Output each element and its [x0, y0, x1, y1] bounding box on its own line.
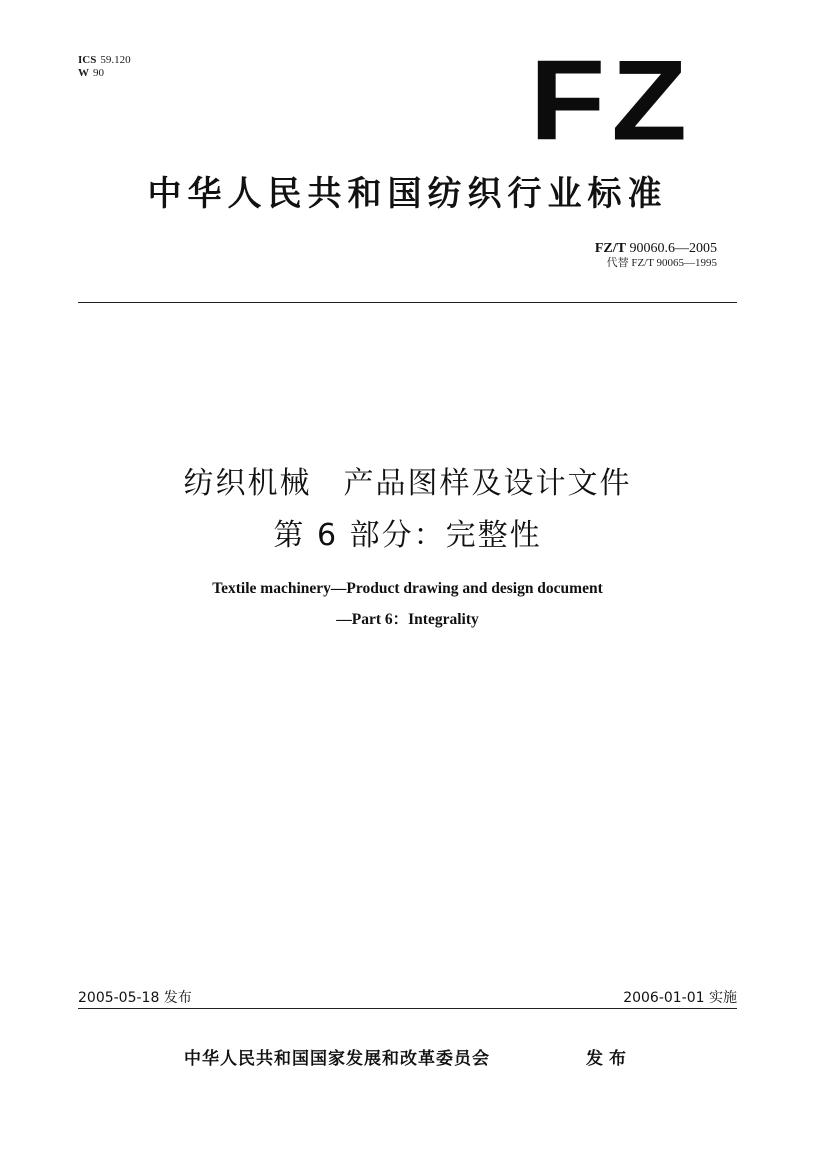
english-title-line-2: —Part 6：Integrality	[336, 611, 479, 628]
chinese-title-line-2: 第 6 部分：完整性	[273, 518, 542, 553]
ics-label: ICS	[78, 54, 97, 66]
standard-code	[595, 240, 717, 257]
ccs-line	[78, 67, 131, 80]
issue-date: 2005-05-18 发布	[78, 990, 192, 1006]
classification-block	[78, 54, 131, 80]
standard-code-block	[595, 240, 717, 270]
chinese-title-line-1: 纺织机械 产品图样及设计文件	[183, 466, 632, 501]
fz-logo: FZ	[529, 37, 693, 165]
replaces-code: 代替 FZ/T 90065—1995	[606, 257, 717, 269]
ccs-value: 90	[93, 67, 104, 79]
issue-action: 发布	[586, 1049, 632, 1069]
effective-date: 2006-01-01 实施	[623, 990, 737, 1006]
top-divider	[78, 302, 737, 303]
ccs-label: W	[78, 67, 89, 79]
ics-value: 59.120	[100, 54, 131, 66]
issuing-authority: 中华人民共和国国家发展和改革委员会	[184, 1049, 490, 1069]
code-number: 90060.6—2005	[629, 241, 717, 256]
ics-line	[78, 54, 131, 67]
standard-title: 中华人民共和国纺织行业标准	[147, 174, 668, 214]
code-prefix: FZ/T	[594, 241, 626, 256]
english-title-line-1: Textile machinery—Product drawing and design document	[212, 580, 603, 597]
bottom-divider	[78, 1008, 737, 1009]
